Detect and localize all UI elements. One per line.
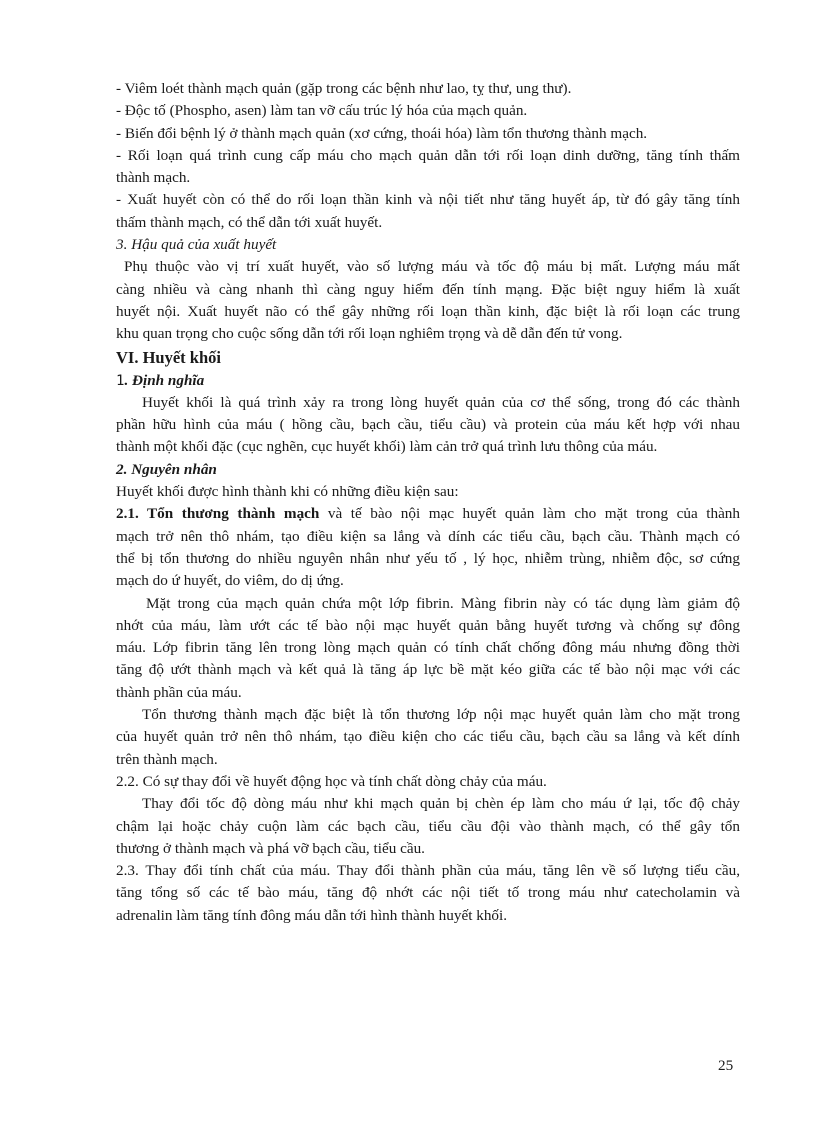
definition-line: Huyết khối là quá trình xảy ra trong lòng huyết quản của cơ thể sống, trong đó các thành [142,393,740,411]
paragraph-2-3-line: tăng tổng số các tế bào máu, tăng độ nhớt các nội tiết tố trong máu như catecholamin và [116,884,740,902]
fibrin-line: Mặt trong của mạch quản chứa một lớp fibrin. Màng fibrin này có tác dụng làm giảm độ [146,594,740,612]
page-number: 25 [718,1057,734,1074]
definition-line: thành một khối đặc (cục nghẽn, cục huyết khối) làm cản trở quá trình lưu thông của máu. [116,438,658,456]
damage-line: trên thành mạch. [116,750,218,768]
consequence-line: càng nhiều và càng nhanh thì càng nguy hiểm đến tính mạng. Đặc biệt nguy hiểm là xuất [116,280,740,298]
consequence-line: huyết nội. Xuất huyết não có thể gây những rối loạn thần kinh, đặc biệt là rối loạn các trung [116,302,740,320]
paragraph-2-1 [116,503,740,525]
paragraph-2-2-line: Thay đổi tốc độ dòng máu như khi mạch quản bị chèn ép làm cho máu ứ lại, tốc độ chảy [142,795,740,813]
paragraph-2-1-text: và tế bào nội mạc huyết quản làm cho mặt trong của thành [319,505,740,523]
consequence-line: Phụ thuộc vào vị trí xuất huyết, vào số lượng máu và tốc độ máu bị mất. Lượng máu mất [124,258,740,276]
cause-item-continuation: thành mạch. [116,169,191,187]
paragraph-2-3-line: 2.3. Thay đổi tính chất của máu. Thay đổi thành phần của máu, tăng lên về số lượng tiểu cầu, [116,862,740,880]
fibrin-line: nhớt của máu, làm ướt các tế bào nội mạc huyết quản bằng huyết tương và chống sự đông [116,616,740,634]
paragraph-2-1-line: mạch trở nên thô nhám, tạo điều kiện sa lắng và dính các tiểu cầu, bạch cầu. Thành mạch có [116,527,740,545]
paragraph-2-2-line: chậm lại hoặc chảy cuộn làm các bạch cầu, tiểu cầu đội vào thành mạch, có thể gây tổn [116,817,740,835]
consequence-line: khu quan trọng cho cuộc sống dẫn tới rối loạn nghiêm trọng và dễ dẫn đến tử vong. [116,325,623,343]
definition-heading-text: . Định nghĩa [124,371,205,389]
cause-heading: 2. Nguyên nhân [116,460,217,478]
document-page [116,78,740,927]
paragraph-2-1-heading: 2.1. Tổn thương thành mạch [116,505,320,523]
cause-item-continuation: thấm thành mạch, có thể dẫn tới xuất huyết. [116,213,383,231]
definition-heading [116,370,740,392]
fibrin-line: máu. Lớp fibrin tăng lên trong lòng mạch quản có tính chất chống đông máu nhưng đồng thời [116,639,740,657]
section-title: VI. Huyết khối [116,347,221,367]
cause-item: - Xuất huyết còn có thể do rối loạn thần kinh và nội tiết như tăng huyết áp, từ đó gây tăng tính [116,191,740,209]
paragraph-2-3-line: adrenalin làm tăng tính đông máu dẫn tới hình thành huyết khối. [116,906,508,924]
fibrin-line: tăng độ ướt thành mạch và kết quả là tăng áp lực bề mặt kéo giữa các tế bào nội mạc với các [116,661,740,679]
paragraph-2-1-line: mạch do ứ huyết, do viêm, do dị ứng. [116,572,344,590]
damage-line: của huyết quản trở nên thô nhám, tạo điều kiện cho các tiểu cầu, bạch cầu sa lắng và kết dính [116,728,740,746]
cause-item: - Độc tố (Phospho, asen) làm tan vỡ cấu trúc lý hóa của mạch quản. [116,102,528,120]
definition-line: phần hữu hình của máu ( hồng cầu, bạch cầu, tiểu cầu) và protein của máu kết hợp với nhau [116,416,740,434]
definition-number: 1 [116,372,125,389]
paragraph-2-2-line: thương ở thành mạch và phá vỡ bạch cầu, tiểu cầu. [116,839,425,857]
cause-item: - Rối loạn quá trình cung cấp máu cho mạch quản dẫn tới rối loạn dinh dưỡng, tăng tính thấm [116,146,740,164]
fibrin-line: thành phần của máu. [116,683,242,701]
cause-intro: Huyết khối được hình thành khi có những điều kiện sau: [116,483,459,501]
paragraph-2-2-heading: 2.2. Có sự thay đổi về huyết động học và tính chất dòng chảy của máu. [116,772,547,790]
paragraph-2-1-line: thể bị tổn thương do nhiều nguyên nhân như yếu tố , lý học, nhiễm trùng, nhiễm độc, sơ cứng [116,549,740,567]
consequence-heading: 3. Hậu quả của xuất huyết [116,236,277,254]
damage-line: Tổn thương thành mạch đặc biệt là tổn thương lớp nội mạc huyết quản làm cho mặt trong [142,706,740,724]
cause-item: - Biến đổi bệnh lý ở thành mạch quản (xơ cứng, thoái hóa) làm tổn thương thành mạch. [116,124,648,142]
cause-item: - Viêm loét thành mạch quản (gặp trong các bệnh như lao, tỵ thư, ung thư). [116,80,572,97]
